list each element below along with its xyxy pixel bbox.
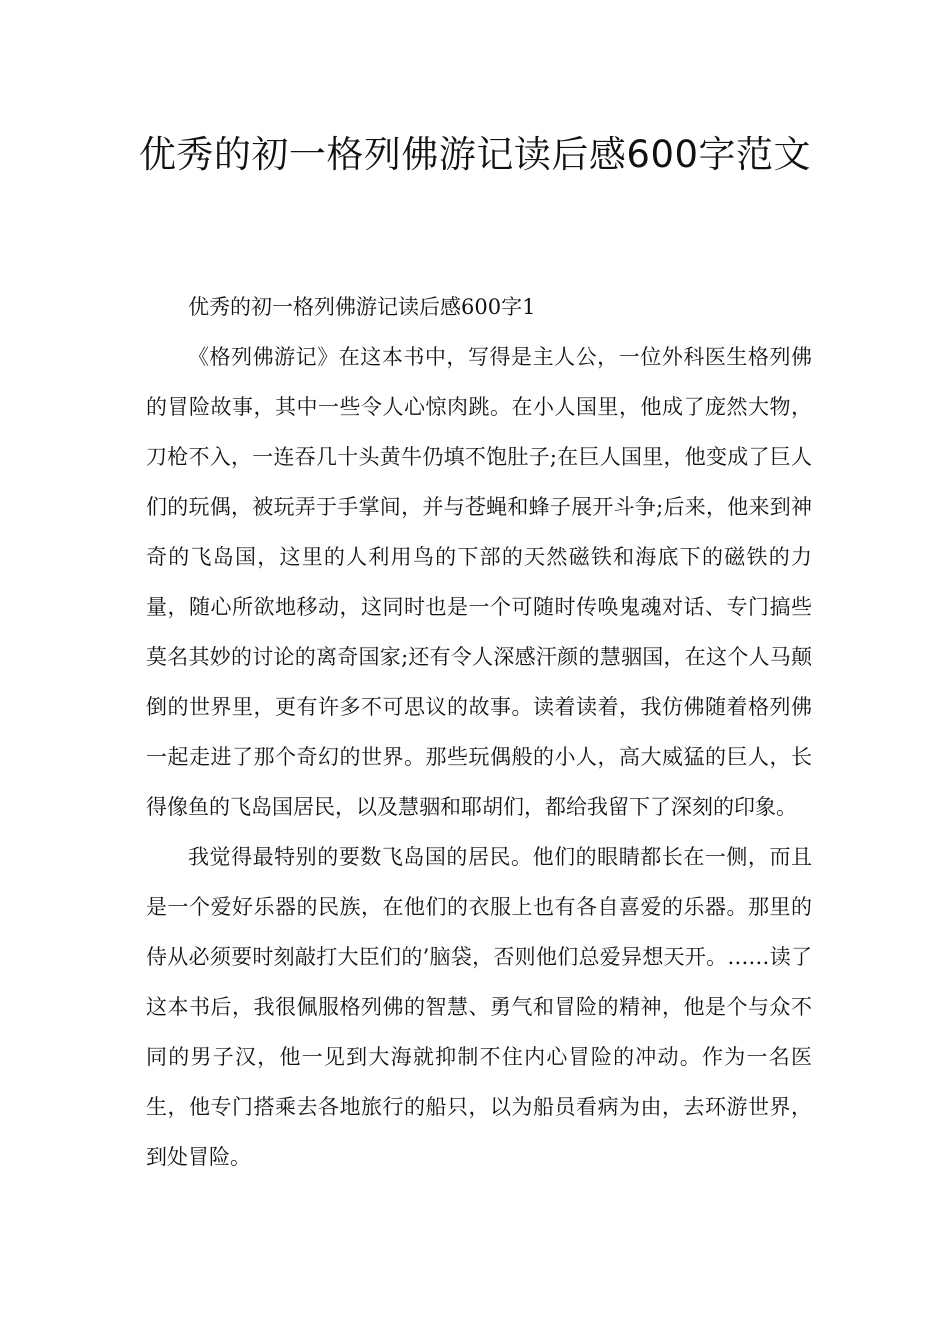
- document-title: 优秀的初一格列佛游记读后感600字范文: [138, 133, 812, 176]
- paragraph-1: 《格列佛游记》在这本书中，写得是主人公，一位外科医生格列佛的冒险故事，其中一些令人心惊肉跳。在小人国里，他成了庞然大物，刀枪不入，一连吞几十头黄牛仍填不饱肚子;在巨人国里，他变成了巨人们的玩偶，被玩弄于手掌间，并与苍蝇和蜂子展开斗争;后来，他来到神奇的飞岛国，这里的人利用鸟的下部的天然磁铁和海底下的磁铁的力量，随心所欲地移动，这同时也是一个可随时传唤鬼魂对话、专门搞些莫名其妙的讨论的离奇国家;还有令人深感汗颜的慧骃国，在这个人马颠倒的世界里，更有许多不可思议的故事。读着读着，我仿佛随着格列佛一起走进了那个奇幻的世界。那些玩偶般的小人，高大威猛的巨人，长得像鱼的飞岛国居民，以及慧骃和耶胡们，都给我留下了深刻的印象。: [146, 345, 812, 819]
- document-body: [146, 282, 812, 1182]
- paragraph-2: 我觉得最特别的要数飞岛国的居民。他们的眼睛都长在一侧，而且是一个爱好乐器的民族，在他们的衣服上也有各自喜爱的乐器。那里的侍从必须要时刻敲打大臣们的’脑袋，否则他们总爱异想天开。……读了这本书后，我很佩服格列佛的智慧、勇气和冒险的精神，他是个与众不同的男子汉，他一见到大海就抑制不住内心冒险的冲动。作为一名医生，他专门搭乘去各地旅行的船只，以为船员看病为由，去环游世界，到处冒险。: [146, 845, 812, 1169]
- section-heading: 优秀的初一格列佛游记读后感600字1: [188, 295, 536, 319]
